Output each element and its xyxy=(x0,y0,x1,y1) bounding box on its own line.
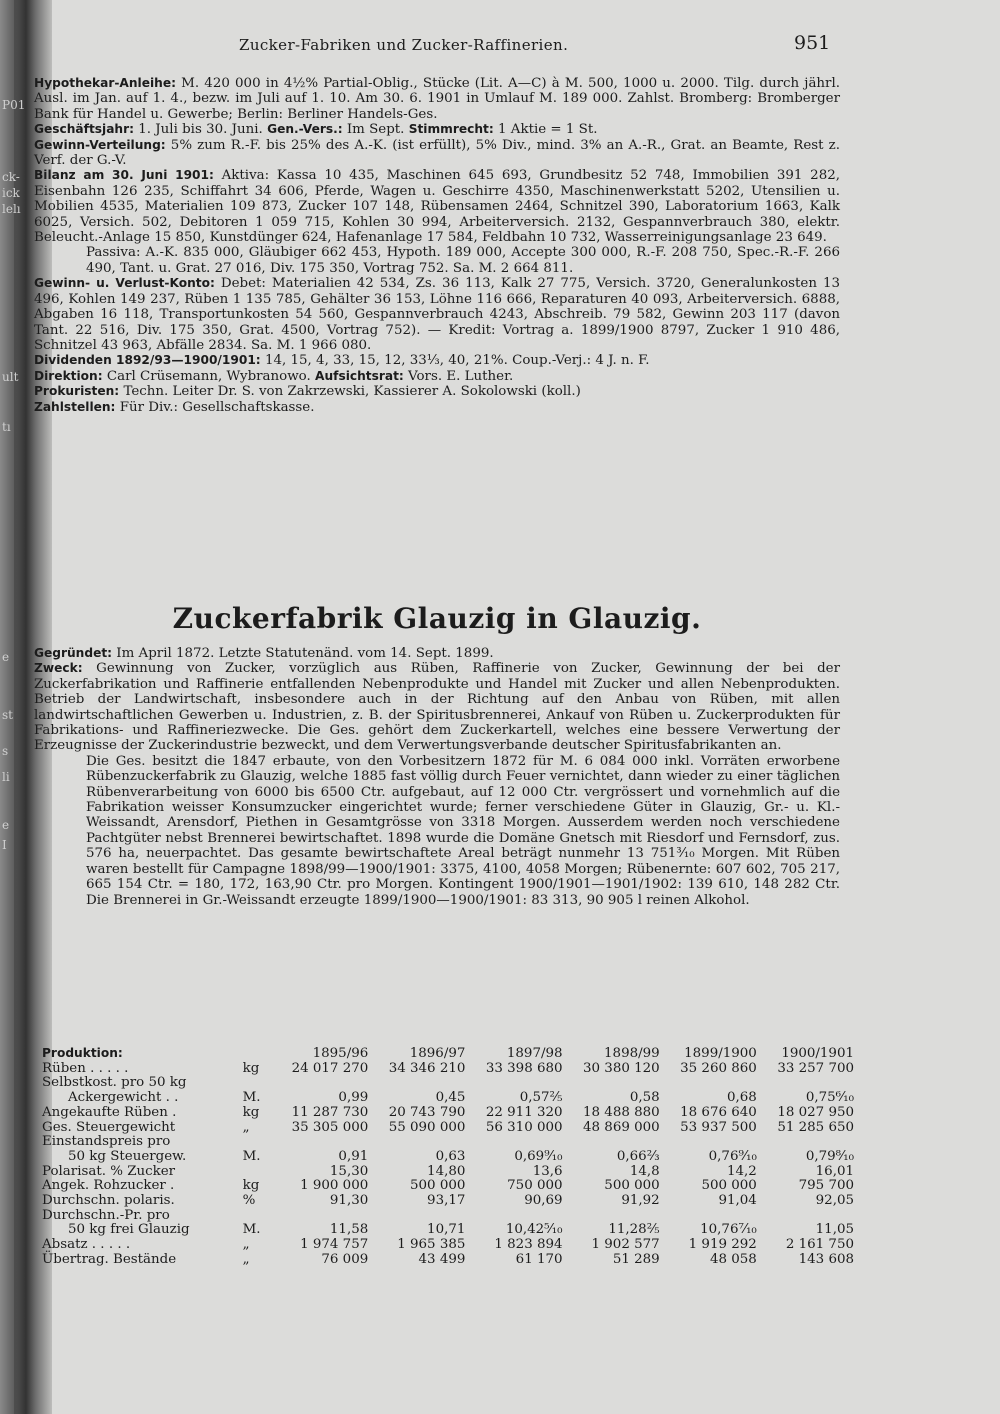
row-label: Durchschn.-Pr. pro xyxy=(42,1207,170,1223)
entry-gegruendet: Gegründet: Im April 1872. Letzte Statutenänd. vom 14. Sept. 1899. xyxy=(34,646,494,661)
entry-zahlstellen: Zahlstellen: Für Div.: Gesellschaftskasse. xyxy=(34,399,315,415)
row-label: Absatz . . . . . xyxy=(42,1237,131,1253)
entry-bilanz: Bilanz am 30. Juni 1901: Aktiva: Kassa 10 435, Maschinen 645 693, Grundbesitz 52 748, Immobilien 391 282, Eisenbahn 126 235, Schiffahrt 34 606, Pferde, Wagen u. Geschirre 4350, Maschinenwerkstatt 5202, Utensilien u. Mobilien 4535, Materialien 109 873, Zucker 107 148, Rübensamen 2464, Schnitzel 390, Laboratorium 1663, Kalk 6025, Versich. 502, Debitoren 1 059 715, Kohlen 30 994, Arbeiterversich. 2132, Gespannverbrauch 380, elektr. Beleucht.-Anlage 15 850, Kunstdünger 624, Hafenanlage 17 584, Feldbahn 10 732, Wasserreinigungsanlage 23 649. xyxy=(34,168,840,246)
row-value: 10,71 xyxy=(427,1222,466,1238)
row-value: 0,58 xyxy=(629,1090,660,1106)
row-value: 0,68 xyxy=(726,1090,757,1106)
row-label: Ackergewicht . . xyxy=(68,1090,179,1106)
row-value xyxy=(757,1076,854,1091)
year-header: 1896/97 xyxy=(409,1045,466,1061)
margin-fragment: li xyxy=(2,770,10,784)
row-unit: kg xyxy=(242,1060,260,1076)
row-value: 22 911 320 xyxy=(485,1104,563,1120)
entry-paragraph-2: Die Ges. besitzt die 1847 erbaute, von den Vorbesitzern 1872 für M. 6 084 000 inkl. Vorräten erworbene Rübenzuckerfabrik zu Glauzig, welche 1885 fast völlig durch Feuer vernichtet, dann wieder zu einer täglichen Rübenverarbeitung von 6000 bis 6500 Ctr. aufgebaut, auf 12 000 Ctr. vergrössert und vornehmlich auf die Fabrikation weisser Konsumzucker eingerichtet wurde; ferner verschiedene Güter in Glauzig, Gr.- u. Kl.-Weissandt, Arensdorf, Piethen in Gesamtgrösse von 3318 Morgen. Ausserdem werden noch verschiedene Pachtgüter nebst Brennerei bewirtschaftet. 1898 wurde die Domäne Gnetsch mit Riesdorf und Fernsdorf, zus. 576 ha, neuerpachtet. Das gesamte bewirtschaftete Areal beträgt nunmehr 13 751³⁄₁₀ Morgen. Mit Rüben waren bestellt für Campagne 1898/99—1900/1901: 3375, 4100, 4058 Morgen; Rübenernte: 607 602, 705 217, 665 154 Ctr. = 180, 172, 163,90 Ctr. pro Morgen. Kontingent 1900/1901—1901/1902: 139 610, 148 282 Ctr. Die Brennerei in Gr.-Weissandt erzeugte 1899/1900—1900/1901: 83 313, 90 905 l reinen Alkohol. xyxy=(86,753,840,908)
row-value: 14,8 xyxy=(629,1163,660,1179)
table-row xyxy=(42,1179,854,1194)
row-value xyxy=(563,1076,660,1091)
running-head: Zucker-Fabriken und Zucker-Raffinerien. xyxy=(239,36,569,54)
row-value: 1 965 385 xyxy=(397,1237,466,1253)
row-value: 15,30 xyxy=(329,1163,369,1179)
row-value: 20 743 790 xyxy=(388,1104,466,1120)
entry-gewinn-verlust: Gewinn- u. Verlust-Konto: Debet: Materialien 42 534, Zs. 36 113, Kalk 27 775, Versich. 3720, Generalunkosten 13 496, Kohlen 149 237, Rüben 1 135 785, Gehälter 36 153, Löhne 116 666, Reparaturen 40 093, Arbeiterversich. 6888, Abgaben 16 118, Transportunkosten 54 560, Gespannverbrauch 4243, Abschreib. 79 582, Gewinn 203 117 (davon Tant. 22 516, Div. 175 350, Grat. 4500, Vortrag 752). — Kredit: Vortrag a. 1899/1900 8797, Zucker 1 910 486, Schnitzel 43 963, Abfälle 2834. Sa. M. 1 966 080. xyxy=(34,276,841,353)
row-value: 1 900 000 xyxy=(300,1178,369,1194)
row-label: 50 kg frei Glauzig xyxy=(68,1222,190,1238)
margin-fragment: P01 xyxy=(2,98,26,112)
table-row xyxy=(42,1209,854,1224)
row-value xyxy=(271,1135,368,1150)
row-label: Durchschn. polaris. xyxy=(42,1193,175,1209)
row-value: 93,17 xyxy=(427,1193,466,1209)
production-table xyxy=(42,1046,854,1268)
row-value: 90,69 xyxy=(524,1193,563,1209)
entry-passiva: Passiva: A.-K. 835 000, Gläubiger 662 453, Hypoth. 189 000, Accepte 300 000, R.-F. 208 750, Spec.-R.-F. 266 490, Tant. u. Grat. 27 016, Div. 175 350, Vortrag 752. Sa. M. 2 664 811. xyxy=(86,245,840,276)
row-label: Polarisat. % Zucker xyxy=(42,1163,176,1179)
row-value: 35 260 860 xyxy=(680,1060,757,1076)
row-value: 0,91 xyxy=(338,1148,369,1164)
entry-hypothekar: Hypothekar-Anleihe: M. 420 000 in 4½% Partial-Oblig., Stücke (Lit. A—C) à M. 500, 1000 u. 2000. Tilg. durch jährl. Ausl. im Jan. auf 1. 4., bezw. im Juli auf 1. 10. Am 30. 6. 1901 in Umlauf M. 189 000. Zahlst. Bromberg: Bromberger Bank für Handel u. Gewerbe; Berlin: Berliner Handels-Ges. xyxy=(34,76,840,122)
year-header: 1900/1901 xyxy=(781,1045,854,1061)
row-value xyxy=(465,1076,562,1091)
table-row xyxy=(42,1106,854,1121)
row-value: 48 058 xyxy=(709,1251,757,1267)
row-value: 750 000 xyxy=(507,1178,563,1194)
row-label: Ges. Steuergewicht xyxy=(42,1119,176,1135)
row-value: 0,99 xyxy=(338,1090,369,1106)
row-value: 55 090 000 xyxy=(388,1119,466,1135)
table-row xyxy=(42,1165,854,1180)
row-unit: kg xyxy=(242,1104,260,1120)
row-unit xyxy=(243,1209,272,1224)
year-header: 1898/99 xyxy=(604,1045,660,1061)
row-value: 1 823 894 xyxy=(494,1237,563,1253)
row-value: 0,76⁹⁄₁₀ xyxy=(708,1148,757,1164)
row-value: 61 170 xyxy=(515,1251,563,1267)
margin-fragment: ick xyxy=(2,186,20,200)
row-value xyxy=(271,1076,368,1091)
row-unit xyxy=(243,1135,272,1150)
row-value: 0,63 xyxy=(435,1148,466,1164)
row-value: 500 000 xyxy=(604,1178,660,1194)
margin-fragment: lelı xyxy=(2,202,21,216)
row-value: 13,6 xyxy=(532,1163,563,1179)
row-value: 14,2 xyxy=(726,1163,757,1179)
row-label: Selbstkost. pro 50 kg xyxy=(42,1075,187,1091)
row-value: 51 285 650 xyxy=(777,1119,854,1135)
margin-fragment: e xyxy=(2,818,10,832)
row-value xyxy=(368,1076,465,1091)
row-value: 500 000 xyxy=(701,1178,757,1194)
entry-dividenden: Dividenden 1892/93—1900/1901: 14, 15, 4, 33, 15, 12, 33⅓, 40, 21%. Coup.-Verj.: 4 J. n. F. xyxy=(34,353,650,369)
row-unit xyxy=(243,1165,272,1180)
row-value: 30 380 120 xyxy=(583,1060,660,1076)
row-value xyxy=(271,1209,368,1224)
row-value xyxy=(563,1135,660,1150)
row-unit: „ xyxy=(242,1237,250,1253)
row-value: 24 017 270 xyxy=(291,1060,369,1076)
row-unit xyxy=(243,1076,272,1091)
row-value: 0,66²⁄₃ xyxy=(616,1148,660,1164)
row-value: 33 257 700 xyxy=(777,1060,854,1076)
row-value: 53 937 500 xyxy=(680,1119,757,1135)
margin-fragment: tı xyxy=(2,420,11,434)
row-value: 91,30 xyxy=(329,1193,369,1209)
row-value: 10,76⁷⁄₁₀ xyxy=(700,1222,757,1238)
row-value: 500 000 xyxy=(410,1178,466,1194)
row-unit: M. xyxy=(242,1148,261,1164)
year-header: 1897/98 xyxy=(506,1045,563,1061)
production-header-row xyxy=(42,1046,854,1062)
row-label: Einstandspreis pro xyxy=(42,1134,171,1150)
table-row xyxy=(42,1121,854,1136)
row-unit: % xyxy=(242,1193,256,1209)
row-label: Übertrag. Bestände xyxy=(42,1251,177,1267)
row-value: 0,45 xyxy=(435,1090,466,1106)
company-entry xyxy=(34,646,840,908)
row-value xyxy=(368,1209,465,1224)
entry-prokuristen: Prokuristen: Techn. Leiter Dr. S. von Zakrzewski, Kassierer A. Sokolowski (koll.) xyxy=(34,384,581,400)
table-row xyxy=(42,1150,854,1165)
row-value xyxy=(368,1135,465,1150)
row-value: 18 676 640 xyxy=(680,1104,757,1120)
table-row xyxy=(42,1238,854,1253)
row-unit: „ xyxy=(242,1119,250,1135)
row-label: Angekaufte Rüben . xyxy=(42,1104,177,1120)
row-value: 34 346 210 xyxy=(388,1060,466,1076)
production-label-cell: Produktion: xyxy=(42,1046,123,1060)
margin-fragment: ck- xyxy=(2,170,20,184)
row-value xyxy=(660,1135,757,1150)
table-row xyxy=(42,1253,854,1268)
row-value: 1 902 577 xyxy=(591,1237,660,1253)
row-value: 0,69⁹⁄₁₀ xyxy=(514,1148,563,1164)
year-header: 1895/96 xyxy=(312,1045,369,1061)
row-value: 0,57²⁄₅ xyxy=(519,1090,563,1106)
margin-fragment: s xyxy=(2,744,9,758)
row-value: 18 488 880 xyxy=(583,1104,660,1120)
row-value: 76 009 xyxy=(321,1251,369,1267)
row-value xyxy=(465,1209,562,1224)
entry-geschaeftsjahr: Geschäftsjahr: 1. Juli bis 30. Juni. Gen.-Vers.: Im Sept. Stimmrecht: 1 Aktie = 1 St. xyxy=(34,122,598,138)
table-row xyxy=(42,1076,854,1091)
row-value xyxy=(660,1076,757,1091)
row-value: 0,79⁸⁄₁₀ xyxy=(805,1148,854,1164)
production-body xyxy=(42,1062,854,1268)
row-value xyxy=(563,1209,660,1224)
row-label: Angek. Rohzucker . xyxy=(42,1178,175,1194)
table-row xyxy=(42,1062,854,1077)
row-value xyxy=(660,1209,757,1224)
row-value: 35 305 000 xyxy=(291,1119,369,1135)
entry-direktion: Direktion: Carl Crüsemann, Wybranowo. Aufsichtsrat: Vors. E. Luther. xyxy=(34,368,514,384)
entry-zweck: Zweck: Gewinnung von Zucker, vorzüglich aus Rüben, Raffinerie von Zucker, Gewinnung der bei der Zuckerfabrikation und Raffinerie entfallenden Nebenprodukte und Handel mit Zucker und allen Nebenprodukten. Betrieb der Landwirtschaft, insbesondere auch in der Richtung auf den Anbau von Rüben, mit allen landwirtschaftlichen Gewerben u. Industrien, z. B. der Spiritusbrennerei, Ankauf von Rüben u. Zuckerprodukten für Fabrikations- und Raffineriezwecke. Die Ges. gehört dem Zuckerkartell, welches eine bessere Verwertung der Erzeugnisse der Zuckerindustrie bezweckt, und dem Verwertungsverbande deutscher Spiritusfabrikanten an. xyxy=(34,661,840,754)
row-value: 143 608 xyxy=(798,1251,854,1267)
row-value xyxy=(757,1135,854,1150)
page-content xyxy=(34,0,864,1414)
entry-gewinn-verteilung: Gewinn-Verteilung: 5% zum R.-F. bis 25% des A.-K. (ist erfüllt), 5% Div., mind. 3% an A.-R., Grat. an Beamte, Rest z. Verf. der G.-V. xyxy=(34,137,840,169)
row-value: 11,58 xyxy=(329,1222,369,1238)
row-value: 10,42⁵⁄₁₀ xyxy=(505,1222,563,1238)
row-value: 11,28²⁄₅ xyxy=(608,1222,660,1238)
row-value: 11,05 xyxy=(815,1222,854,1238)
table-row xyxy=(42,1135,854,1150)
row-unit: „ xyxy=(242,1251,250,1267)
margin-fragment: I xyxy=(2,838,7,852)
row-value: 56 310 000 xyxy=(485,1119,563,1135)
page-number: 951 xyxy=(794,32,831,54)
row-unit: M. xyxy=(242,1090,261,1106)
table-row xyxy=(42,1223,854,1238)
row-unit: M. xyxy=(242,1222,261,1238)
row-value: 48 869 000 xyxy=(583,1119,660,1135)
table-row xyxy=(42,1091,854,1106)
row-value: 0,75⁶⁄₁₀ xyxy=(805,1090,854,1106)
row-value: 795 700 xyxy=(798,1178,854,1194)
row-value: 16,01 xyxy=(815,1163,854,1179)
company-title: Zuckerfabrik Glauzig in Glauzig. xyxy=(172,602,702,635)
row-value: 14,80 xyxy=(427,1163,466,1179)
margin-fragment: st xyxy=(2,708,13,722)
row-value xyxy=(465,1135,562,1150)
row-value: 18 027 950 xyxy=(777,1104,854,1120)
row-label: Rüben . . . . . xyxy=(42,1060,129,1076)
row-value: 1 919 292 xyxy=(688,1237,757,1253)
row-value: 1 974 757 xyxy=(300,1237,369,1253)
previous-entry xyxy=(34,76,840,415)
row-value xyxy=(757,1209,854,1224)
year-header: 1899/1900 xyxy=(684,1045,757,1061)
row-value: 91,92 xyxy=(621,1193,660,1209)
row-value: 51 289 xyxy=(612,1251,660,1267)
row-label: 50 kg Steuergew. xyxy=(68,1148,187,1164)
margin-fragment: e xyxy=(2,650,10,664)
row-value: 2 161 750 xyxy=(785,1237,854,1253)
row-value: 43 499 xyxy=(418,1251,466,1267)
margin-fragment: ult xyxy=(2,370,19,384)
row-value: 92,05 xyxy=(815,1193,854,1209)
row-value: 33 398 680 xyxy=(485,1060,563,1076)
row-unit: kg xyxy=(242,1178,260,1194)
table-row xyxy=(42,1194,854,1209)
row-value: 11 287 730 xyxy=(291,1104,369,1120)
row-value: 91,04 xyxy=(718,1193,757,1209)
